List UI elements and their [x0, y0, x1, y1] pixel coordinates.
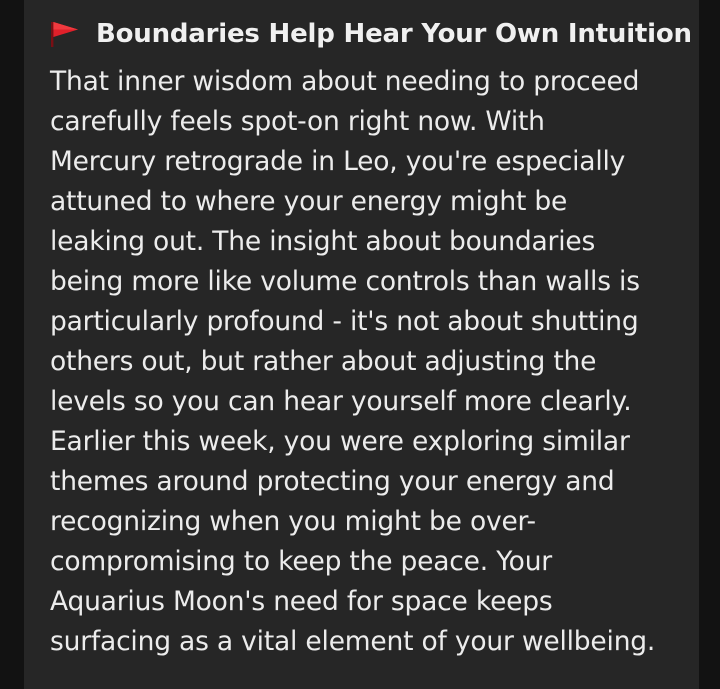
body-line: attuned to where your energy might be	[50, 186, 568, 217]
body-line: carefully feels spot-on right now. With	[50, 106, 545, 137]
red-flag-icon	[50, 20, 80, 48]
body-line: recognizing when you might be over-	[50, 506, 536, 537]
card-heading	[50, 14, 699, 54]
body-line: compromising to keep the peace. Your	[50, 546, 552, 577]
body-line: That inner wisdom about needing to proceed	[50, 66, 640, 97]
body-line: others out, but rather about adjusting the	[50, 346, 597, 377]
body-line: Earlier this week, you were exploring similar	[50, 426, 630, 457]
body-line: Mercury retrograde in Leo, you're especially	[50, 146, 626, 177]
insight-card	[24, 0, 699, 689]
card-title: Boundaries Help Hear Your Own Intuition	[96, 19, 692, 49]
body-line: levels so you can hear yourself more clearly.	[50, 386, 632, 417]
body-line: particularly profound - it's not about shutting	[50, 306, 639, 337]
body-line: leaking out. The insight about boundaries	[50, 226, 596, 257]
body-line: surfacing as a vital element of your wellbeing.	[50, 626, 656, 657]
body-line: Aquarius Moon's need for space keeps	[50, 586, 553, 617]
body-line: being more like volume controls than walls is	[50, 266, 640, 297]
card-body	[50, 62, 674, 662]
body-line: themes around protecting your energy and	[50, 466, 615, 497]
